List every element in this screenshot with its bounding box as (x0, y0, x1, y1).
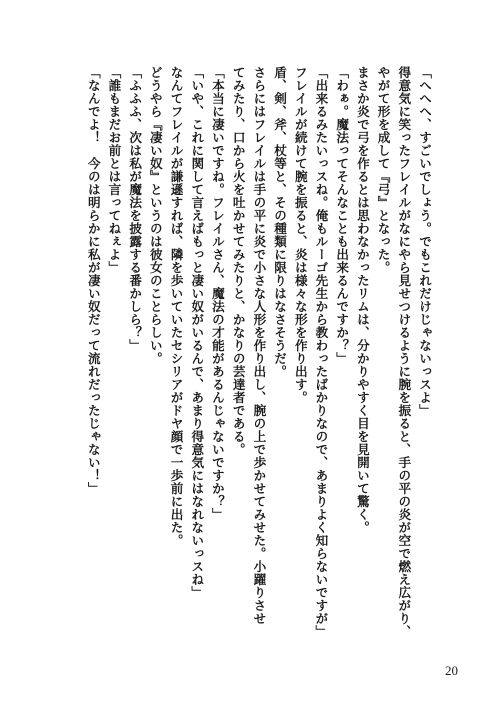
text-line: 「へへへ、すごいでしょう。でもこれだけじゃないっスよ」 (417, 66, 432, 417)
page-number: 20 (445, 663, 458, 678)
text-line: 「いや、これに関して言えばもっと凄い奴がいるんで、あまり得意気にはなれないっスね」 (189, 66, 205, 599)
text-line: 盾、剣、斧、杖等と、その種類に限りはなさそうだ。 (272, 66, 288, 378)
text-line: 「ふふふ、次は私が魔法を披露する番かしら？」 (127, 66, 143, 352)
text-line: どうやら『凄い奴』というのは彼女のことらしい。 (147, 66, 163, 365)
text-line: 「出来るみたいっスね。俺もルーゴ先生から教わったばかりなので、あまりよく知らないですが」 (313, 66, 329, 638)
text-line: まさか炎で弓を作るとは思わなかったリムは、分かりやすく目を見開いて驚く。 (354, 66, 370, 534)
text-line: 「本当に凄いですね。フレイルさん、魔法の才能があるんじゃないですか？」 (209, 66, 225, 521)
text-line: てみたり、口から火を吐かせてみたりと、かなりの芸達者である。 (230, 66, 246, 456)
text-line: なんてフレイルが謙遜すれば、隣を歩いていたセシリアがドヤ顔で一歩前に出た。 (168, 66, 184, 547)
text-line: やがて形を成して『弓』となった。 (375, 66, 391, 274)
text-line: フレイルが続けて腕を振ると、炎は様々な形を作り出す。 (292, 66, 308, 404)
text-line: 「誰もまだお前とは言ってねぇよ」 (106, 66, 122, 274)
text-line: 「なんでよ！ 今のは明らかに私が凄い奴だって流れだったじゃない！」 (85, 66, 101, 495)
text-line: 「わぁ。魔法ってそんなことも出来るんですか？」 (334, 66, 350, 365)
text-line: さらにはフレイルは手の平に炎で小さな人形を作り出し、腕の上で歩かせてみせた。小躍りさせ (251, 66, 267, 625)
vertical-text-body (82, 66, 434, 638)
text-line: 得意気に笑ったフレイルがなにやら見せつけるように腕を振ると、手の平の炎が空で燃え広がり、 (396, 66, 412, 638)
